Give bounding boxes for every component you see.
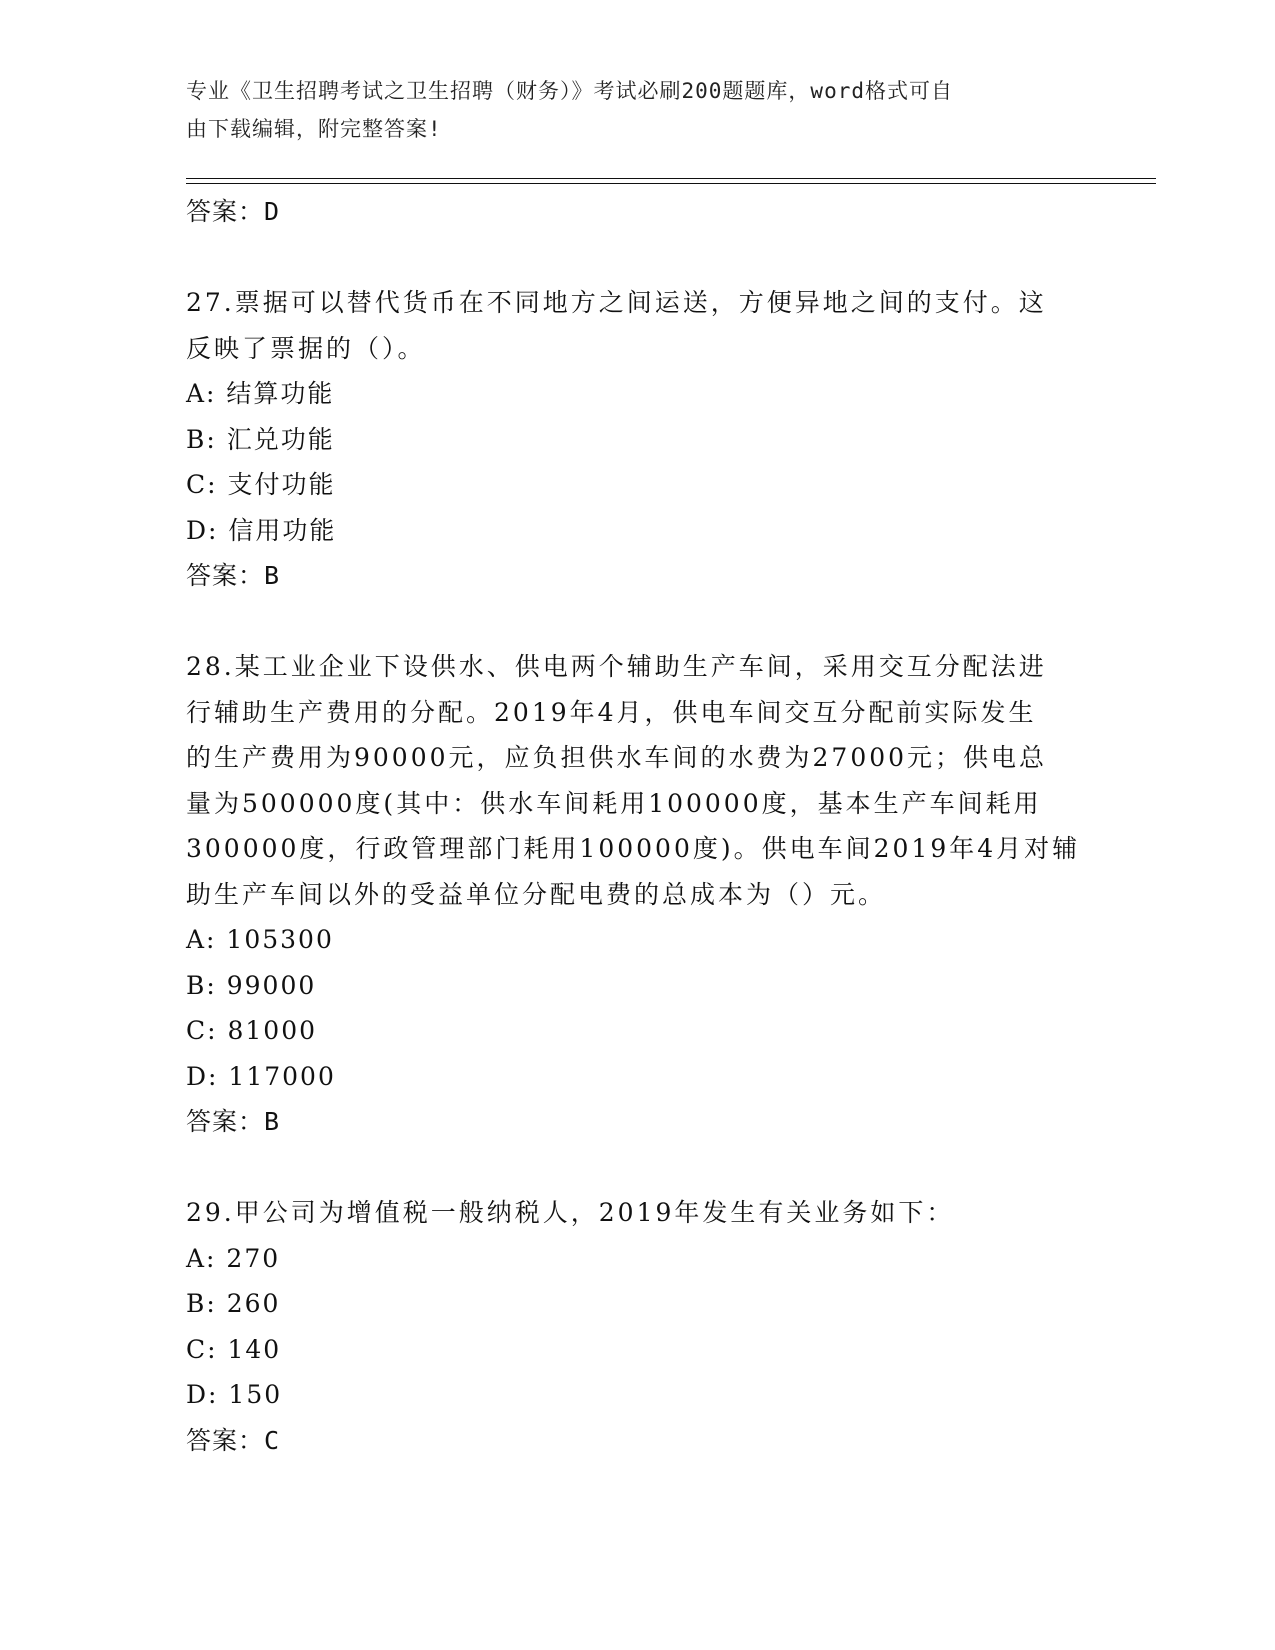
- option-a: A: 结算功能: [186, 379, 335, 408]
- option-c: C: 140: [186, 1334, 282, 1364]
- stem-line: 29.甲公司为增值税一般纳税人，2019年发生有关业务如下：: [186, 1198, 955, 1227]
- header-line-1: 专业《卫生招聘考试之卫生招聘（财务）》考试必刷200题题库，word格式可自: [186, 79, 953, 103]
- question-28: [186, 644, 1086, 1145]
- option-d: D: 信用功能: [186, 515, 337, 545]
- answer-line: 答案：B: [186, 561, 281, 590]
- question-stem: [186, 280, 1086, 371]
- option-a: A: 270: [186, 1243, 281, 1273]
- spacer: [186, 1145, 1086, 1190]
- option-b: B: 99000: [186, 970, 317, 1000]
- option-a: A: 105300: [186, 925, 334, 954]
- option-b: B: 汇兑功能: [186, 424, 335, 454]
- spacer: [186, 235, 1086, 280]
- option-c: C: 81000: [186, 1016, 318, 1045]
- question-27: [186, 280, 1086, 599]
- stem-line: 反映了票据的（）。: [186, 333, 426, 363]
- header-divider-thin: [186, 183, 1156, 184]
- document-body: [186, 189, 1086, 1464]
- page-header: [186, 72, 1066, 148]
- stem-line: 行辅助生产费用的分配。2019年4月，供电车间交互分配前实际发生: [186, 697, 1037, 727]
- header-line-2: 由下载编辑，附完整答案!: [186, 117, 442, 141]
- previous-answer: 答案：D: [186, 197, 281, 226]
- answer-line: 答案：C: [186, 1425, 281, 1455]
- stem-line: 量为500000度(其中：供水车间耗用100000度，基本生产车间耗用: [186, 788, 1042, 818]
- option-d: D: 117000: [186, 1061, 336, 1091]
- stem-line: 的生产费用为90000元，应负担供水车间的水费为27000元；供电总: [186, 743, 1048, 772]
- option-c: C: 支付功能: [186, 470, 336, 499]
- option-b: B: 260: [186, 1289, 281, 1318]
- header-divider-thick: [186, 178, 1156, 179]
- question-stem: [186, 644, 1086, 917]
- stem-line: 28.某工业企业下设供水、供电两个辅助生产车间，采用交互分配法进: [186, 652, 1047, 681]
- answer-line: 答案：B: [186, 1107, 281, 1136]
- question-29: [186, 1190, 1086, 1464]
- stem-line: 助生产车间以外的受益单位分配电费的总成本为（）元。: [186, 879, 887, 909]
- stem-line: 27.票据可以替代货币在不同地方之间运送，方便异地之间的支付。这: [186, 288, 1047, 317]
- spacer: [186, 599, 1086, 644]
- stem-line: 300000度，行政管理部门耗用100000度)。供电车间2019年4月对辅: [186, 834, 1081, 863]
- question-stem: [186, 1190, 1086, 1236]
- option-d: D: 150: [186, 1380, 283, 1409]
